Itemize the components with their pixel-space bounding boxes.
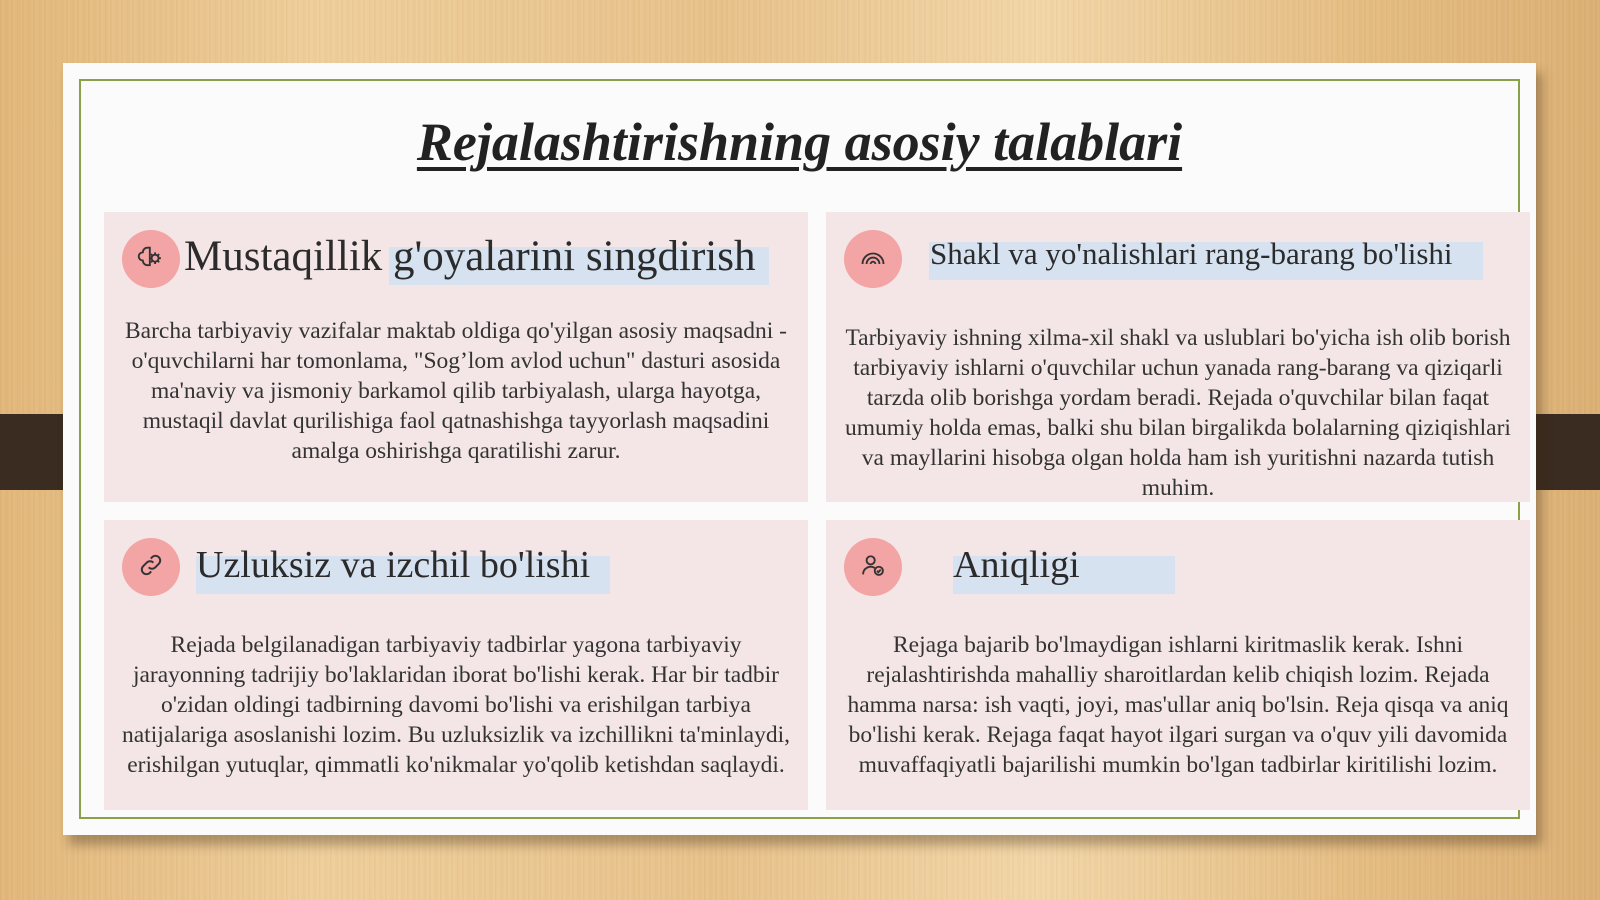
- card-mustaqillik: [104, 212, 808, 502]
- rainbow-icon: [859, 243, 887, 276]
- card-icon-badge: [122, 230, 180, 288]
- card-icon-badge: [844, 230, 902, 288]
- brain-gear-icon: [137, 243, 165, 276]
- card-aniqligi: [826, 520, 1530, 810]
- card-heading: Aniqligi: [953, 544, 1080, 586]
- user-check-icon: [859, 551, 887, 584]
- card-body: Rejada belgilanadigan tarbiyaviy tadbirlar yagona tarbiyaviy jarayonning tadrijiy bo'laklaridan iborat bo'lishi kerak. Har bir tadbir o'zidan oldingi tadbirning davomi bo'lishi va erishilgan tarbiya natijalariga asoslanishi lozim. Bu uzluksizlik va izchillikni ta'minlaydi, erishilgan yutuqlar, qimmatli ko'nikmalar yo'qolib ketishdan saqlaydi.: [122, 632, 790, 778]
- card-icon-badge: [844, 538, 902, 596]
- card-heading: Mustaqillik g'oyalarini singdirish: [184, 233, 756, 280]
- link-icon: [137, 551, 165, 584]
- card-uzluksiz: [104, 520, 808, 810]
- slide-frame: [79, 79, 1520, 819]
- card-body: Barcha tarbiyaviy vazifalar maktab oldiga qo'yilgan asosiy maqsadni - o'quvchilarni har tomonlama, "Sog’lom avlod uchun" dasturi asosida ma'naviy va jismoniy barkamol qilib tarbiyalash, ularga hayotga, mustaqil davlat qurilishiga faol qatnashishga tayyorlash maqsadini amalga oshirishga qaratilishi zarur.: [124, 318, 788, 464]
- card-icon-badge: [122, 538, 180, 596]
- slide: [63, 63, 1536, 835]
- card-heading: Shakl va yo'nalishlari rang-barang bo'lishi: [930, 236, 1453, 271]
- card-shakl: [826, 212, 1530, 502]
- card-body: Tarbiyaviy ishning xilma-xil shakl va uslublari bo'yicha ish olib borish tarbiyaviy ishlarni o'quvchilar uchun yanada rang-barang va qiziqarli tarzda olib borishga yordam beradi. Rejada o'quvchilar bilan faqat umumiy holda emas, balki shu bilan birgalikda bolalarning qiziqishlari va mayllarini hisobga olgan holda ham ish yuritishni nazarda tutish muhim.: [845, 325, 1511, 501]
- page-title: Rejalashtirishning asosiy talablari: [416, 112, 1183, 172]
- card-body: Rejaga bajarib bo'lmaydigan ishlarni kiritmaslik kerak. Ishni rejalashtirishda mahalliy sharoitlardan kelib chiqish lozim. Rejada hamma narsa: ish vaqti, joyi, mas'ullar aniq bo'lsin. Reja qisqa va aniq bo'lishi kerak. Rejaga faqat hayot ilgari surgan va o'quv yili davomida muvaffaqiyatli bajarilishi mumkin bo'lgan tadbirlar kiritilishi lozim.: [847, 632, 1509, 778]
- card-heading: Uzluksiz va izchil bo'lishi: [196, 544, 591, 586]
